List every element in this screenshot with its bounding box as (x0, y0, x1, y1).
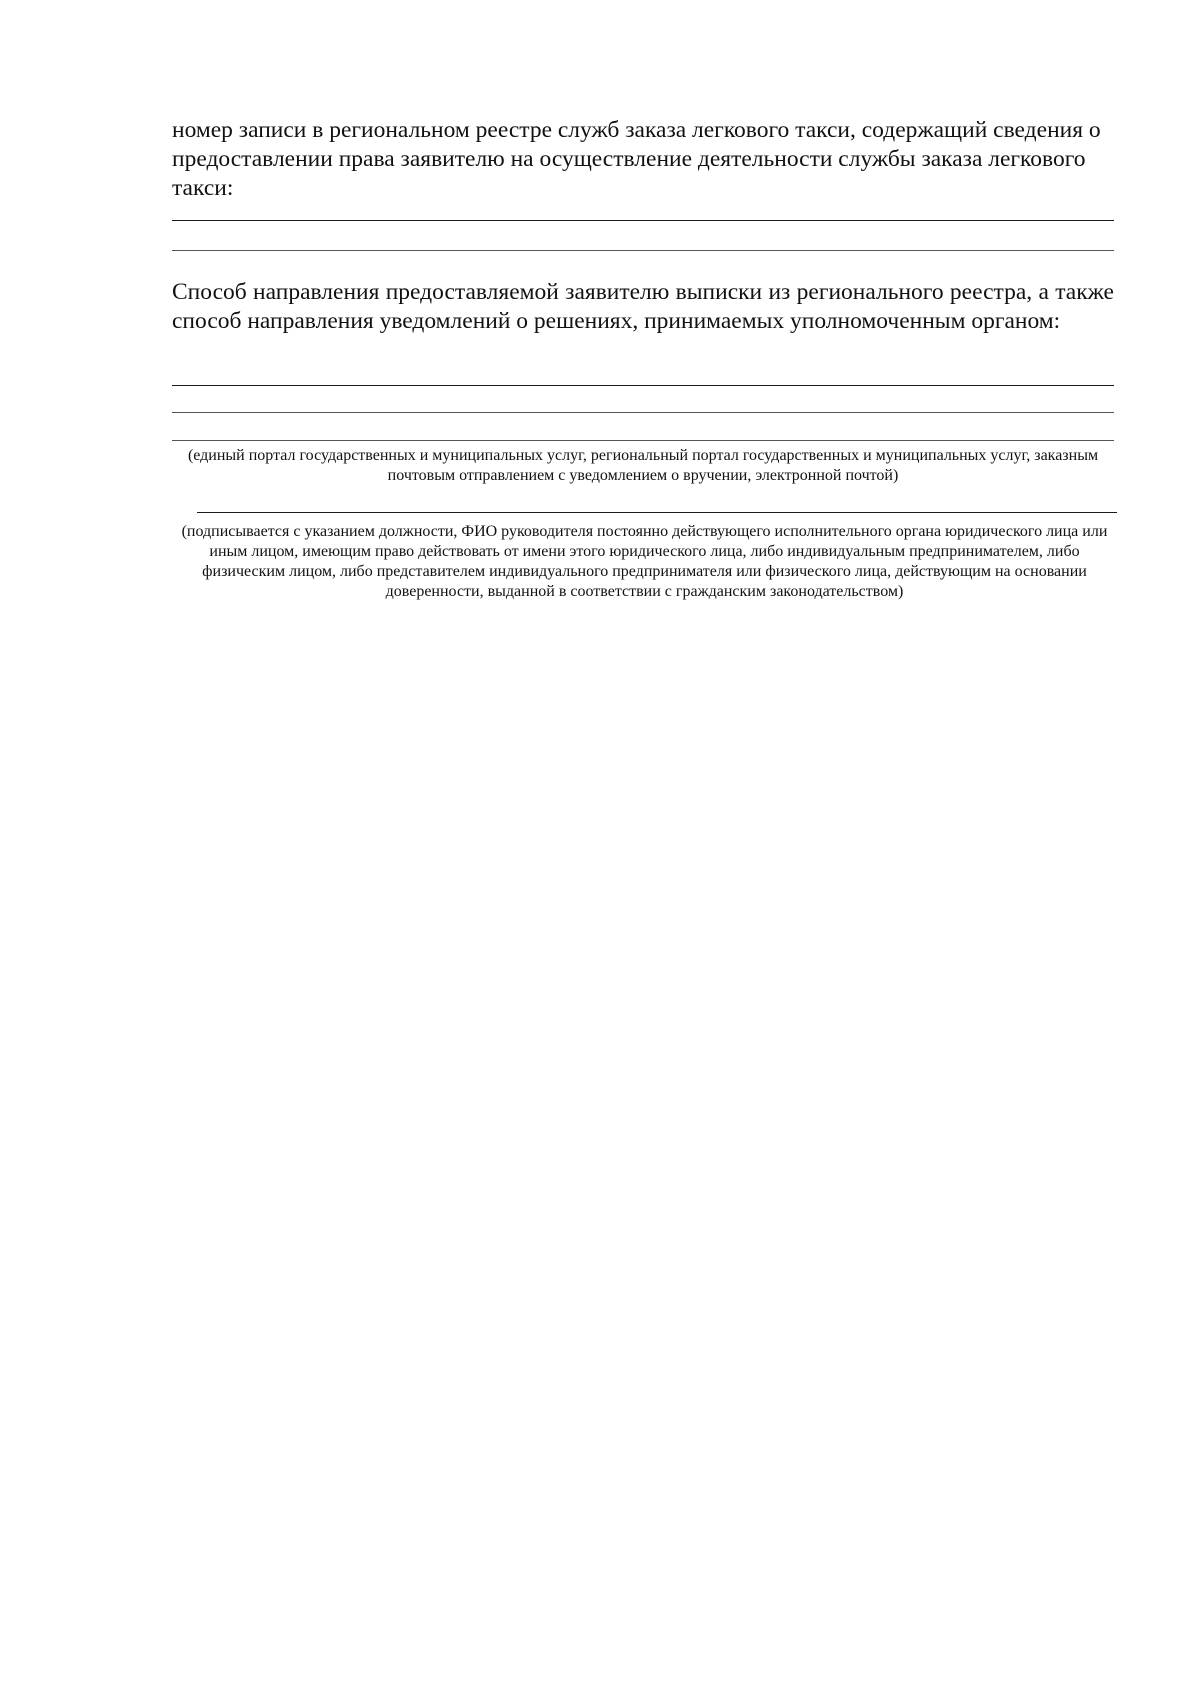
entry-number-fill-line-2[interactable] (172, 250, 1114, 251)
signature-caption: (подписывается с указанием должности, ФИО руководителя постоянно действующего исполнительного органа юридического лица или иным лицом, имеющим право действовать от имени этого юридического лица, либо индивидуальным предпринимателем, либо физическим лицом, либо представителем индивидуального предпринимателя или физического лица, действующим на основании доверенности, выданной в соответствии с гражданским законодательством) (181, 523, 1108, 600)
delivery-method-label: Способ направления предоставляемой заявителю выписки из регионального реестра, а также способ направления уведомлений о решениях, принимаемых уполномоченным органом: (172, 279, 1114, 334)
delivery-method-fill-line-3[interactable] (172, 440, 1114, 441)
delivery-method-caption: (единый портал государственных и муниципальных услуг, региональный портал государственных и муниципальных услуг, заказным почтовым отправлением с уведомлением о вручении, электронной почтой) (187, 447, 1099, 484)
signature-line[interactable] (197, 512, 1117, 513)
registry-entry-number-label: номер записи в региональном реестре служб заказа легкового такси, содержащий сведения о предоставлении права заявителю на осуществление деятельности службы заказа легкового такси: (172, 117, 1101, 201)
delivery-method-fill-line-1[interactable] (172, 385, 1114, 386)
delivery-method-fill-line-2[interactable] (172, 412, 1114, 413)
entry-number-fill-line-1[interactable] (172, 220, 1114, 221)
